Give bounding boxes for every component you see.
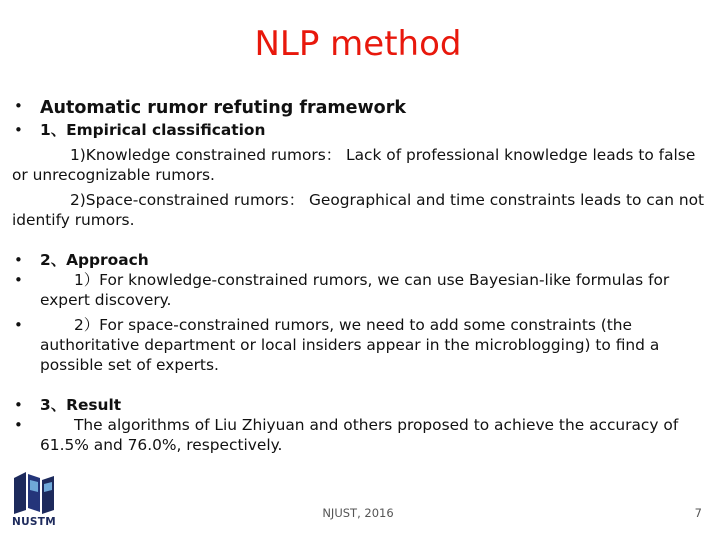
bullet-item-result-detail [12,415,706,455]
bullet-item-approach-space [12,315,706,375]
space-constrained-paragraph: 2)Space-constrained rumors： Geographical and time constraints leads to can not identify rumors. [12,191,705,229]
bullet-icon: • [14,97,23,115]
bullet-icon: • [14,416,23,434]
result-heading: 3、Result [40,396,122,414]
bullet-icon: • [14,121,23,139]
bullet-item-framework [12,96,706,120]
approach-knowledge-text: 1）For knowledge-constrained rumors, we can use Bayesian-like formulas for expert discovery. [40,271,670,309]
footer-text: NJUST, 2016 [322,506,394,520]
bullet-item-classification [12,120,706,140]
page-number: 7 [694,506,702,520]
logo-text: NUSTM [12,516,56,528]
slide-title: NLP method [254,24,462,64]
bullet-icon: • [14,251,23,269]
bullet-icon: • [14,271,23,289]
knowledge-constrained-paragraph: 1)Knowledge constrained rumors： Lack of professional knowledge leads to false or unrecognizable rumors. [12,146,696,184]
approach-heading: 2、Approach [40,251,149,269]
framework-heading: Automatic rumor refuting framework [40,98,406,118]
slide-content [12,96,706,455]
result-detail-text: The algorithms of Liu Zhiyuan and others proposed to achieve the accuracy of 61.5% and 76.0%, respectively. [40,416,679,454]
bullet-icon: • [14,396,23,414]
bullet-item-approach-knowledge [12,270,706,310]
classification-heading: 1、Empirical classification [40,121,266,139]
bullet-item-approach [12,250,706,270]
approach-space-text: 2）For space-constrained rumors, we need to add some constraints (the authoritative department or local insiders appear in the microblogging) to find a possible set of experts. [40,316,660,374]
bullet-icon: • [14,316,23,334]
nustm-logo [6,470,62,532]
bullet-item-result [12,395,706,415]
